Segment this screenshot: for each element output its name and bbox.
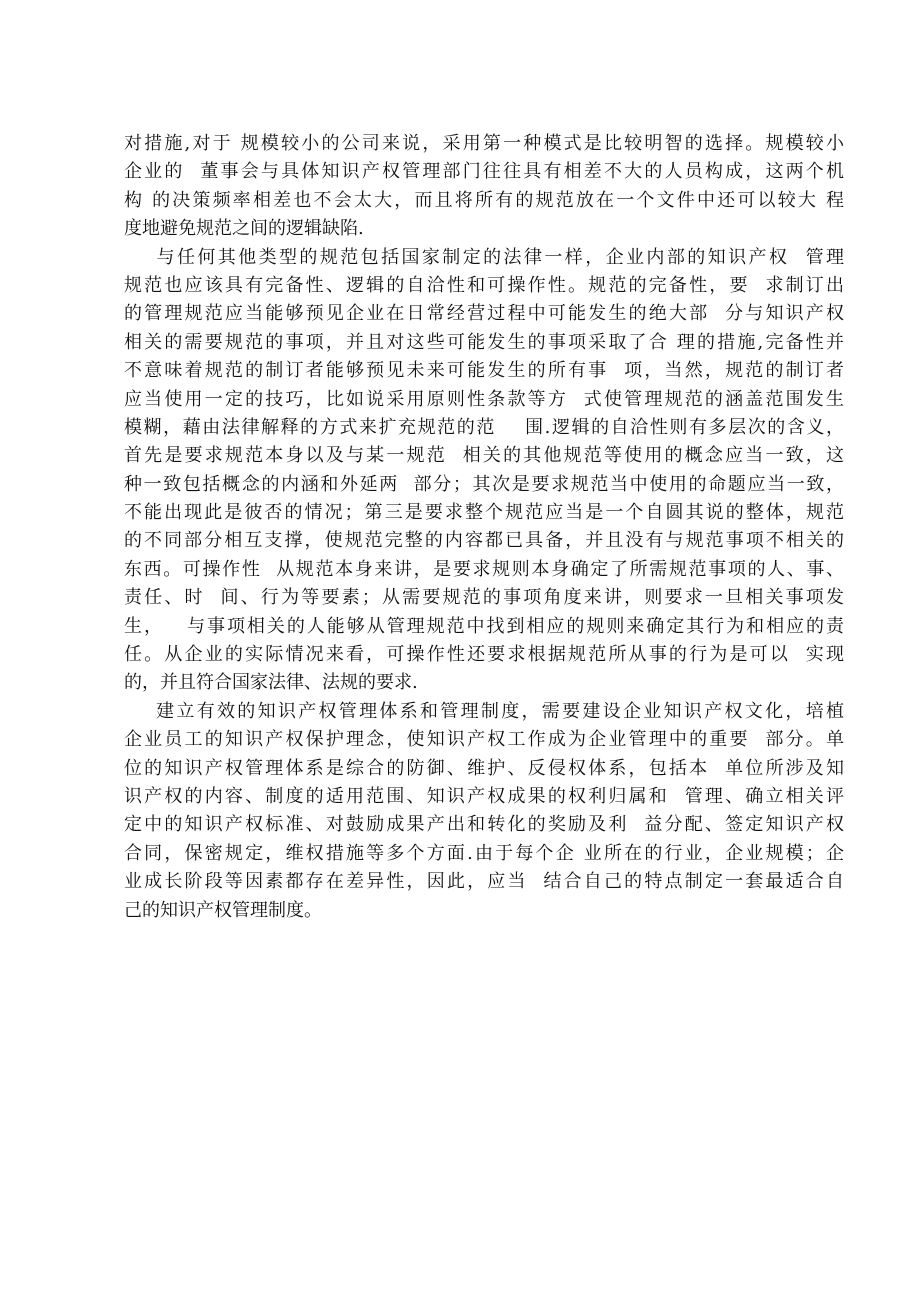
- text-line: 企业的 董事会与具体知识产权管理部门往往具有相差不大的人员构成，这两个机: [124, 161, 844, 183]
- text-line: 规范也应该具有完备性、逻辑的自洽性和可操作性。规范的完备性，要 求制订出: [124, 274, 844, 296]
- text-line: 的，并且符合国家法律、法规的要求.: [124, 672, 418, 694]
- body-text: [124, 130, 844, 925]
- text-line: 构 的决策频率相差也不会太大，而且将所有的规范放在一个文件中还可以较大 程: [124, 189, 844, 211]
- text-line: 的不同部分相互支撑，使规范完整的内容都已具备，并且没有与规范事项不相关的: [124, 530, 844, 552]
- text-line: 东西。可操作性 从规范本身来讲，是要求规则本身确定了所需规范事项的人、事、: [124, 558, 844, 580]
- text-line: 相关的需要规范的事项，并且对这些可能发生的事项采取了合 理的措施,完备性并: [124, 331, 844, 353]
- text-line: 业成长阶段等因素都存在差异性，因此，应当 结合自己的特点制定一套最适合自: [124, 871, 844, 893]
- text-line: 对措施,对于 规模较小的公司来说，采用第一种模式是比较明智的选择。规模较小: [124, 133, 844, 154]
- text-line: 与任何其他类型的规范包括国家制定的法律一样，企业内部的知识产权 管理: [124, 246, 844, 268]
- text-line: 建立有效的知识产权管理体系和管理制度，需要建设企业知识产权文化，培植: [124, 700, 844, 722]
- text-line: 应当使用一定的技巧，比如说采用原则性条款等方 式使管理规范的涵盖范围发生: [124, 388, 844, 410]
- paragraph-2: [124, 244, 844, 698]
- text-line: 合同，保密规定，维权措施等多个方面.由于每个企 业所在的行业，企业规模；企: [124, 842, 844, 864]
- paragraph-3: [124, 698, 844, 925]
- text-line: 己的知识产权管理制度。: [124, 899, 322, 921]
- text-line: 责任、时 间、行为等要素；从需要规范的事项角度来讲，则要求一旦相关事项发: [124, 587, 844, 609]
- text-line: 种一致包括概念的内涵和外延两 部分；其次是要求规范当中使用的命题应当一致，: [124, 473, 844, 495]
- paragraph-1: [124, 130, 844, 244]
- text-line: 度地避免规范之间的逻辑缺陷.: [124, 218, 364, 240]
- text-line: 识产权的内容、制度的适用范围、知识产权成果的权利归属和 管理、确立相关评: [124, 785, 844, 807]
- text-line: 企业员工的知识产权保护理念，使知识产权工作成为企业管理中的重要 部分。单: [124, 729, 844, 751]
- text-line: 首先是要求规范本身以及与某一规范 相关的其他规范等使用的概念应当一致，这: [124, 445, 844, 467]
- text-line: 不意味着规范的制订者能够预见未来可能发生的所有事 项，当然，规范的制订者: [124, 360, 844, 382]
- text-line: 生， 与事项相关的人能够从管理规范中找到相应的规则来确定其行为和相应的责: [124, 615, 844, 637]
- text-line: 任。从企业的实际情况来看，可操作性还要求根据规范所从事的行为是可以 实现: [124, 644, 844, 666]
- text-line: 定中的知识产权标准、对鼓励成果产出和转化的奖励及利 益分配、签定知识产权: [124, 814, 844, 836]
- text-line: 模糊，藉由法律解释的方式来扩充规范的范 围.逻辑的自洽性则有多层次的含义，: [124, 416, 844, 438]
- text-line: 的管理规范应当能够预见企业在日常经营过程中可能发生的绝大部 分与知识产权: [124, 303, 844, 325]
- text-line: 不能出现此是彼否的情况；第三是要求整个规范应当是一个自圆其说的整体，规范: [124, 502, 844, 524]
- text-line: 位的知识产权管理体系是综合的防御、维护、反侵权体系，包括本 单位所涉及知: [124, 757, 844, 779]
